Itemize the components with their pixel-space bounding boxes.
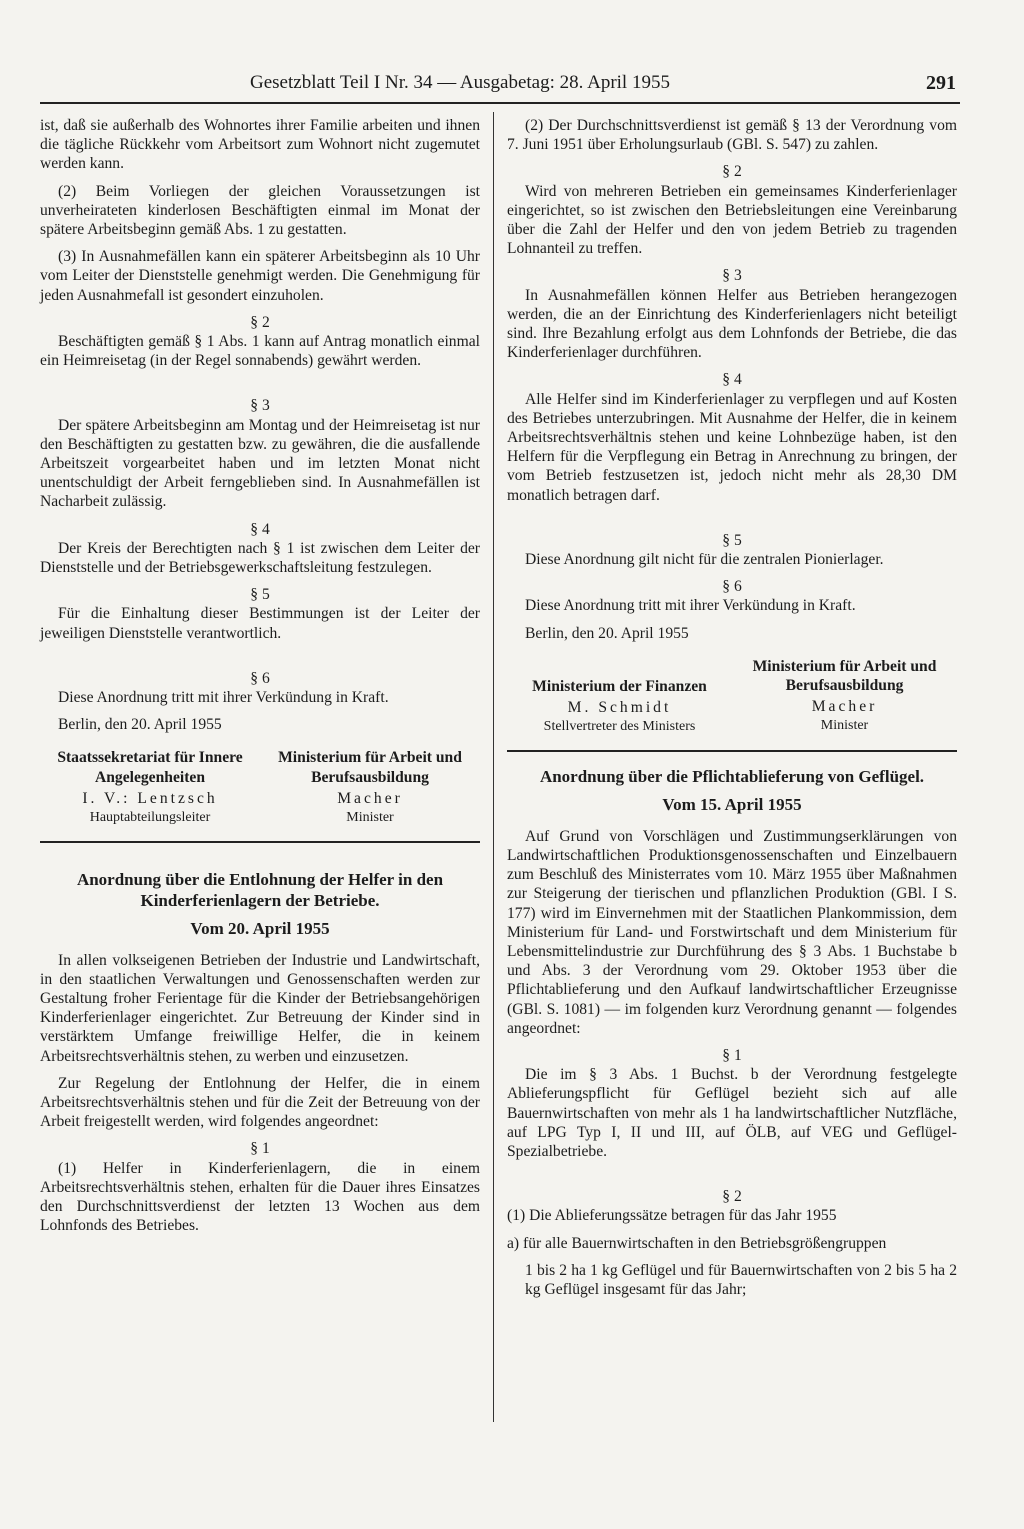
signatory-name: Macher <box>337 789 403 807</box>
page-header <box>0 72 1024 102</box>
decree-date: Vom 15. April 1955 <box>662 795 802 815</box>
section-mark: § 2 <box>722 163 742 181</box>
section-rule <box>507 750 957 752</box>
paragraph: Diese Anordnung tritt mit ihrer Verkündung in Kraft. <box>525 597 856 615</box>
decree-heading: Anordnung über die Pflichtablieferung von Geflügel. <box>539 767 925 787</box>
signature-block <box>507 657 957 737</box>
paragraph: (1) Helfer in Kinderferienlagern, die in einem Arbeitsrechtsverhältnis stehen, erhalten für die Dauer ihres Einsatzes den Durchschnittsverdienst der letzten 13 Wochen aus dem Lohnfonds des Betriebes. <box>40 1159 480 1235</box>
decree-date: Vom 20. April 1955 <box>190 919 330 939</box>
paragraph: (3) In Ausnahmefällen kann ein späterer Arbeitsbeginn als 10 Uhr vom Leiter der Dienststelle genehmigt werden. Die Genehmigung für jeden Ausnahmefall ist gesondert einzuholen. <box>40 248 480 304</box>
signatory-role: Stellvertreter des Ministers <box>543 719 696 735</box>
paragraph: Der spätere Arbeitsbeginn am Montag und der Heimreisetag ist nur den Beschäftigten zu gestatten bzw. zu gewähren, die die ausfallende Arbeitszeit vorgearbeitet haben und im letzten Monat nicht unentschuldigt der Arbeit ferngeblieben sind. In Ausnahmefällen ist Nacharbeit zulässig. <box>40 416 480 511</box>
page-number: 291 <box>926 72 956 94</box>
paragraph: (2) Beim Vorliegen der gleichen Voraussetzungen ist unverheirateten kinderlosen Beschäftigten einmal im Monat der spätere Arbeitsbeginn gemäß Abs. 1 zu gestatten. <box>40 182 480 239</box>
section-rule <box>40 841 480 843</box>
section-mark: § 4 <box>250 520 270 538</box>
section-mark: § 5 <box>722 531 742 549</box>
section-mark: § 3 <box>722 267 742 285</box>
signature-block <box>40 748 480 827</box>
place-date: Berlin, den 20. April 1955 <box>58 716 222 734</box>
right-column <box>507 116 957 1307</box>
signatory-organization: Staatssekretariat für Innere Angelegenheiten <box>57 749 243 786</box>
paragraph: (1) Die Ablieferungssätze betragen für das Jahr 1955 <box>507 1207 837 1225</box>
paragraph: In Ausnahmefällen können Helfer aus Betrieben herangezogen werden, die an der Einrichtung des Kinderferienlagers nicht beteiligt sind. Ihre Bezahlung erfolgt aus dem Lohnfonds der Betriebe, die das Kinderferienlager durchführen. <box>507 286 957 362</box>
signatory-role: Hauptabteilungsleiter <box>89 810 211 826</box>
signatory-organization: Ministerium für Arbeit und Berufsausbildung <box>752 657 937 695</box>
paragraph: Der Kreis der Berechtigten nach § 1 ist zwischen dem Leiter der Dienststelle und der Betriebsgewerkschaftsleitung festzulegen. <box>40 539 480 577</box>
decree-heading: Anordnung über die Entlohnung der Helfer in den Kinderferienlagern der Betriebe. <box>76 870 444 911</box>
paragraph: Auf Grund von Vorschlägen und Zustimmungserklärungen von Landwirtschaftlichen Produktionsgenossenschaften und Einzelbauern zum Beschluß des Ministerrates vom 10. März 1955 über Maßnahmen zur Steigerung der tierischen und pflanzlichen Produktion (GBl. I S. 177) wird im Einvernehmen mit der Staatlichen Plankommission, dem Ministerium für Land- und Forstwirtschaft und dem Ministerium für Lebensmittelindustrie zur Durchführung des § 3 Abs. 1 Buchstabe b und Abs. 3 der Verordnung vom 29. Oktober 1953 über die Pflichtablieferung und den Aufkauf landwirtschaftlicher Erzeugnisse (GBl. S. 1081) — im folgenden kurz Verordnung genannt — folgendes angeordnet: <box>507 827 957 1037</box>
signatory-organization: Ministerium der Finanzen <box>532 677 707 695</box>
signatory-name: M. Schmidt <box>567 699 672 717</box>
section-mark: § 1 <box>722 1046 742 1064</box>
list-item: 1 bis 2 ha 1 kg Geflügel und für Bauernwirtschaften von 2 bis 5 ha 2 kg Geflügel insgesamt für das Jahr; <box>525 1261 957 1298</box>
section-mark: § 6 <box>722 578 742 596</box>
paragraph: (2) Der Durchschnittsverdienst ist gemäß § 13 der Verordnung vom 7. Juni 1951 über Erholungsurlaub (GBl. S. 547) zu zahlen. <box>507 117 957 154</box>
section-mark: § 2 <box>250 313 270 331</box>
signatory-role: Minister <box>820 718 869 734</box>
paragraph: Beschäftigten gemäß § 1 Abs. 1 kann auf Antrag monatlich einmal ein Heimreisetag (in der Regel sonnabends) gewährt werden. <box>40 333 480 370</box>
paragraph: Wird von mehreren Betrieben ein gemeinsames Kinderferienlager eingerichtet, so ist zwischen den Betriebsleitungen eine Vereinbarung über die Zahl der Helfer und den von jedem Betrieb zu tragenden Lohnanteil zu treffen. <box>507 182 957 258</box>
section-mark: § 1 <box>250 1140 270 1158</box>
list-item: a) für alle Bauernwirtschaften in den Betriebsgrößengruppen <box>507 1234 887 1252</box>
header-rule <box>40 102 960 104</box>
paragraph: Diese Anordnung tritt mit ihrer Verkündung in Kraft. <box>58 689 389 707</box>
signatory-name: I. V.: Lentzsch <box>82 789 218 807</box>
place-date: Berlin, den 20. April 1955 <box>525 624 689 642</box>
section-mark: § 3 <box>250 397 270 415</box>
section-mark: § 2 <box>722 1188 742 1206</box>
section-mark: § 6 <box>250 669 270 687</box>
paragraph: In allen volkseigenen Betrieben der Industrie und Landwirtschaft, in den staatlichen Verwaltungen und Genossenschaften werden zur Gestaltung froher Ferientage für die Kinder der Betriebsangehörigen Kinderferienlager eingerichtet. Zur Betreuung der Kinder sind in verstärktem Umfange freiwillige Helfer, die in keinem Arbeitsrechtsverhältnis stehen, zu werben und einzusetzen. <box>40 951 480 1065</box>
section-mark: § 4 <box>722 371 742 389</box>
paragraph: Die im § 3 Abs. 1 Buchst. b der Verordnung festgelegte Ablieferungspflicht für Geflügel bezieht sich auf alle Bauernwirtschaften von mehr als 1 ha landwirtschaftlicher Nutzfläche, auf LPG Typ I, II und III, auf ÖLB, auf VEG und Geflügel-Spezialbetriebe. <box>507 1066 957 1160</box>
paragraph: Diese Anordnung gilt nicht für die zentralen Pionierlager. <box>525 551 884 569</box>
paragraph: Für die Einhaltung dieser Bestimmungen ist der Leiter der jeweiligen Dienststelle verantwortlich. <box>40 605 480 642</box>
paragraph: Alle Helfer sind im Kinderferienlager zu verpflegen und auf Kosten des Betriebes unterzubringen. Mit Ausnahme der Helfer, die in keinem Arbeitsrechtsverhältnis stehen und keine Lohnbezüge haben, ist den Helfern für die Verpflegung ein Betrag in Anrechnung zu bringen, der vom Betrieb festzusetzen ist, jedoch nicht mehr als 28,30 DM monatlich betragen darf. <box>507 390 957 504</box>
signatory-organization: Ministerium für Arbeit und Berufsausbildung <box>278 749 462 786</box>
column-divider <box>493 112 494 1422</box>
signatory-role: Minister <box>346 810 394 826</box>
section-mark: § 5 <box>250 586 270 604</box>
signatory-name: Macher <box>811 698 878 716</box>
issue-title: Gesetzblatt Teil I Nr. 34 — Ausgabetag: 28. April 1955 <box>250 72 670 93</box>
paragraph: ist, daß sie außerhalb des Wohnortes ihrer Familie arbeiten und ihnen die tägliche Rückkehr vom Arbeitsort zum Wohnort nicht zugemutet werden kann. <box>40 117 480 173</box>
paragraph: Zur Regelung der Entlohnung der Helfer, die in einem Arbeitsrechtsverhältnis stehen und für die Zeit der Betreuung von der Arbeit freigestellt werden, wird folgendes angeordnet: <box>40 1074 480 1131</box>
left-column <box>40 116 480 1243</box>
